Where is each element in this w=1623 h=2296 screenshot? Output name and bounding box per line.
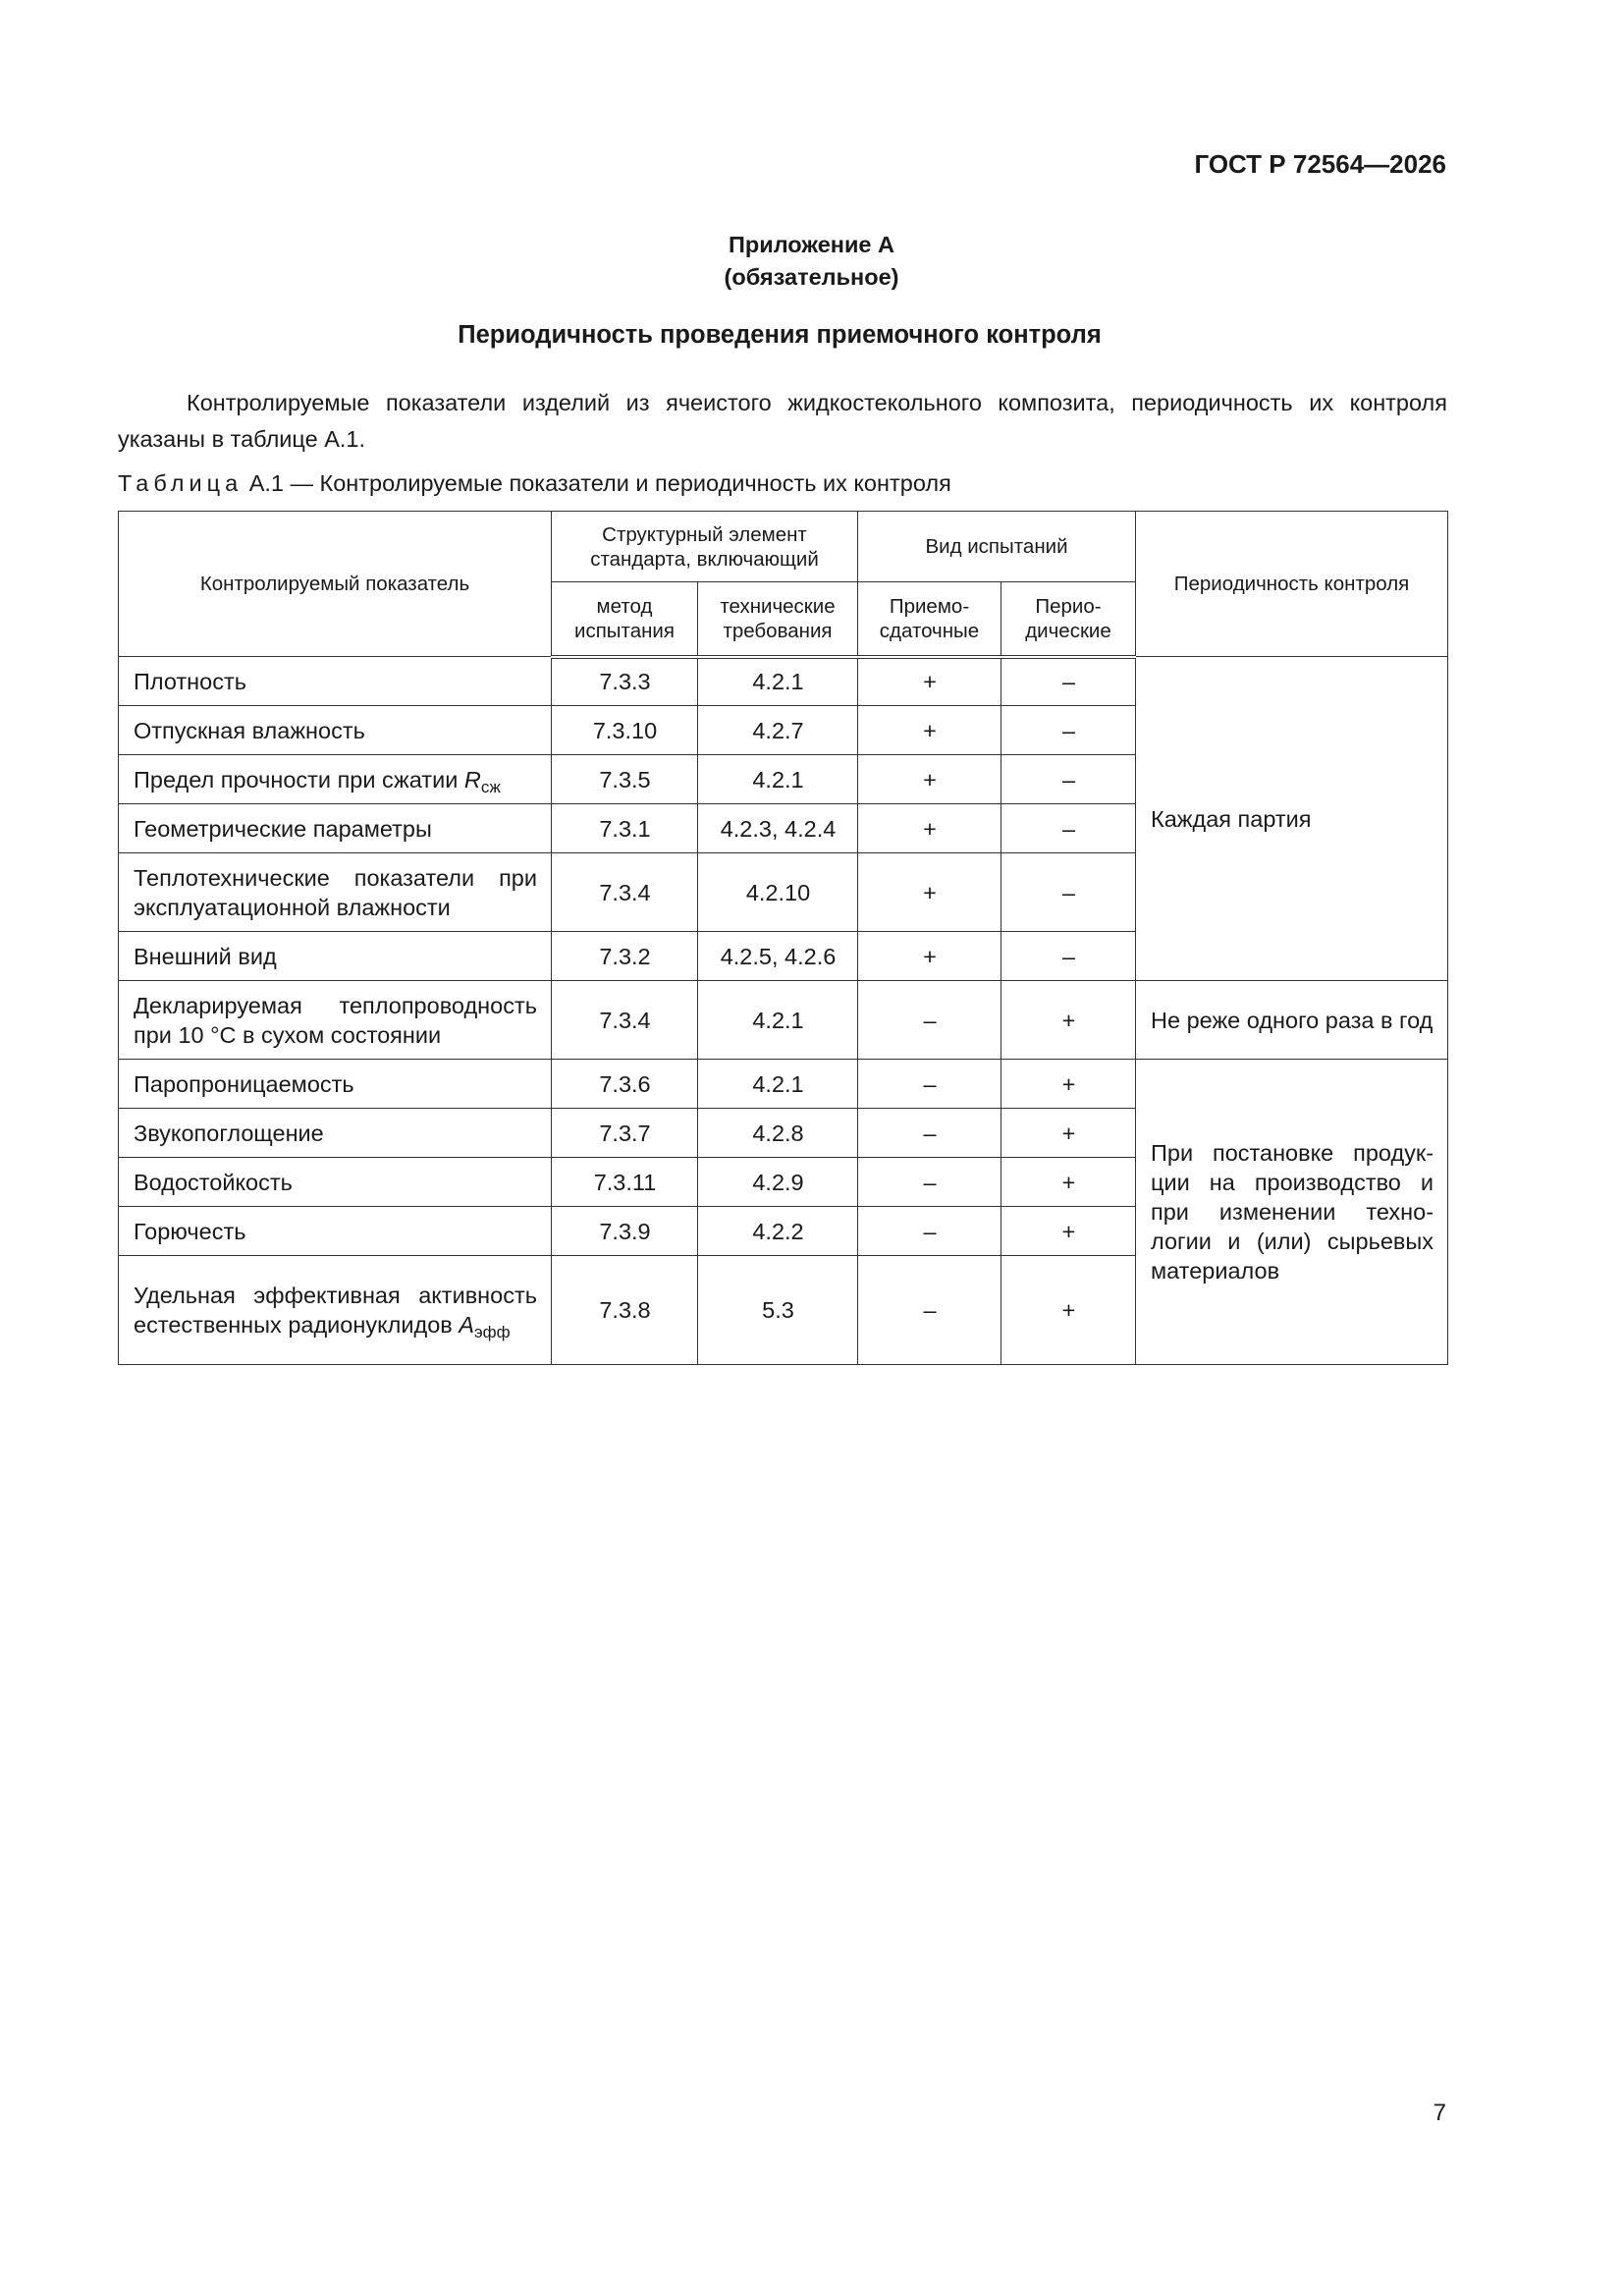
table-caption-text: А.1 — Контролируемые показатели и периодичность их контроля [248,470,951,496]
acceptance-cell: + [858,755,1001,804]
header-periodic: Перио-дические [1001,582,1136,657]
table-row [119,657,1448,706]
header-test-type: Вид испытаний [858,512,1136,582]
periodic-cell: + [1001,1060,1136,1109]
indicator-text: Удельная эффективная активность естественных радионуклидов [134,1283,537,1338]
method-cell: 7.3.7 [552,1109,698,1158]
acceptance-cell: – [858,1207,1001,1256]
method-cell: 7.3.3 [552,657,698,706]
periodic-cell: + [1001,1207,1136,1256]
requirements-cell: 4.2.7 [698,706,858,755]
header-method: метод испытания [552,582,698,657]
page-number: 7 [1433,2100,1446,2126]
method-cell: 7.3.4 [552,981,698,1060]
periodic-cell: – [1001,932,1136,981]
document-code: ГОСТ Р 72564—2026 [1194,149,1446,179]
acceptance-cell: – [858,1158,1001,1207]
indicator-cell [119,755,552,804]
header-periodicity: Периодичность контроля [1136,512,1448,657]
requirements-cell: 4.2.2 [698,1207,858,1256]
header-requirements: технические требования [698,582,858,657]
method-cell: 7.3.8 [552,1256,698,1365]
acceptance-cell: – [858,1060,1001,1109]
periodicity-cell: Не реже одного раза в год [1136,981,1448,1060]
requirements-cell: 4.2.1 [698,1060,858,1109]
control-table [118,511,1448,1365]
requirements-cell: 4.2.10 [698,853,858,932]
indicator-cell: Геометрические параметры [119,804,552,853]
method-cell: 7.3.10 [552,706,698,755]
intro-paragraph: Контролируемые показатели изделий из ячеистого жидкостекольного композита, периодичность их контроля указаны в таблице А.1. [118,390,1447,452]
periodic-cell: – [1001,657,1136,706]
periodic-cell: – [1001,804,1136,853]
indicator-cell: Паропроницаемость [119,1060,552,1109]
annex-title: Приложение А [729,232,894,257]
table-caption [118,470,951,497]
acceptance-cell: – [858,981,1001,1060]
method-cell: 7.3.2 [552,932,698,981]
indicator-cell: Внешний вид [119,932,552,981]
indicator-subscript: сж [480,777,501,796]
table-row [119,1060,1448,1109]
table-row [119,981,1448,1060]
acceptance-cell: + [858,657,1001,706]
requirements-cell: 4.2.8 [698,1109,858,1158]
requirements-cell: 4.2.1 [698,755,858,804]
method-cell: 7.3.11 [552,1158,698,1207]
requirements-cell: 5.3 [698,1256,858,1365]
acceptance-cell: + [858,853,1001,932]
indicator-cell: Звукопоглощение [119,1109,552,1158]
section-title: Периодичность проведения приемочного контроля [458,321,1102,349]
acceptance-cell: – [858,1109,1001,1158]
method-cell: 7.3.6 [552,1060,698,1109]
header-acceptance: Приемо-сдаточные [858,582,1001,657]
indicator-symbol: R [463,766,481,793]
periodic-cell: + [1001,1158,1136,1207]
indicator-cell [119,1256,552,1365]
method-cell: 7.3.4 [552,853,698,932]
indicator-text: Предел прочности при сжатии [134,766,464,793]
annex-status: (обязательное) [724,264,899,290]
table-caption-label: Таблица [118,470,243,496]
indicator-cell: Водостойкость [119,1158,552,1207]
acceptance-cell: + [858,804,1001,853]
indicator-subscript: эфф [473,1323,511,1341]
indicator-cell: Теплотехнические показатели при эксплуатационной влажности [119,853,552,932]
indicator-cell: Декларируемая теплопроводность при 10 °С в сухом состоянии [119,981,552,1060]
requirements-cell: 4.2.5, 4.2.6 [698,932,858,981]
header-struct-element: Структурный элемент стандарта, включающий [552,512,858,582]
periodic-cell: + [1001,1109,1136,1158]
acceptance-cell: + [858,932,1001,981]
header-indicator: Контролируемый показатель [119,512,552,657]
periodicity-cell: При постановке продукции на производство и при изменении технологии и (или) сырьевых материалов [1136,1060,1448,1365]
method-cell: 7.3.5 [552,755,698,804]
indicator-cell: Горючесть [119,1207,552,1256]
requirements-cell: 4.2.1 [698,981,858,1060]
periodic-cell: – [1001,755,1136,804]
indicator-cell: Отпускная влажность [119,706,552,755]
requirements-cell: 4.2.3, 4.2.4 [698,804,858,853]
requirements-cell: 4.2.9 [698,1158,858,1207]
requirements-cell: 4.2.1 [698,657,858,706]
periodic-cell: + [1001,981,1136,1060]
acceptance-cell: + [858,706,1001,755]
method-cell: 7.3.1 [552,804,698,853]
periodic-cell: – [1001,853,1136,932]
method-cell: 7.3.9 [552,1207,698,1256]
indicator-symbol: А [459,1312,474,1338]
periodic-cell: + [1001,1256,1136,1365]
periodicity-cell: Каждая партия [1136,657,1448,981]
acceptance-cell: – [858,1256,1001,1365]
indicator-cell: Плотность [119,657,552,706]
annex-heading [0,229,1623,294]
periodic-cell: – [1001,706,1136,755]
